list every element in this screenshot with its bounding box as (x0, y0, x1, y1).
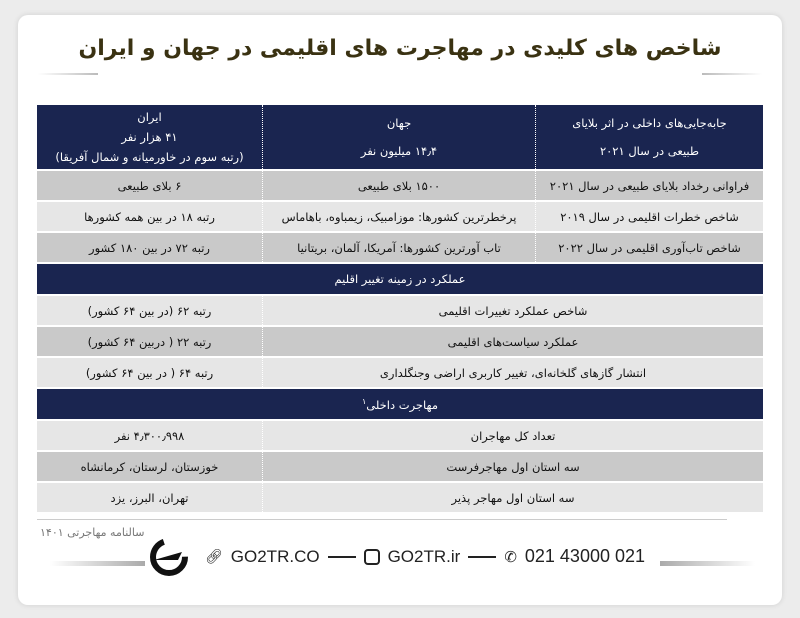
section-title: عملکرد در زمینه تغییر اقلیم (37, 263, 763, 295)
row-iran: تهران، البرز، یزد (37, 482, 263, 513)
header-iran-line: ایران (137, 110, 162, 124)
header-world-line: ۱۴٫۴ میلیون نفر (360, 144, 438, 158)
row-world: پرخطرترین کشورها: موزامبیک، زیمباوه، باهاماس (263, 201, 536, 232)
separator (468, 556, 496, 558)
footer-decor (50, 561, 145, 566)
header-iran-line: (رتبه سوم در خاورمیانه و شمال آفریقا) (55, 150, 244, 164)
go2tr-logo (148, 536, 190, 578)
table-row (37, 357, 763, 388)
section-title-text: مهاجرت داخلی (366, 397, 438, 412)
table-row (37, 201, 763, 232)
section-header (37, 263, 763, 295)
section-title (37, 388, 763, 420)
table-row (37, 326, 763, 357)
row-label: انتشار گازهای گلخانه‌ای، تغییر کاربری اراضی وجنگلداری (263, 357, 764, 388)
row-label: شاخص تاب‌آوری اقلیمی در سال ۲۰۲۲ (536, 232, 764, 263)
row-label: شاخص عملکرد تغییرات اقلیمی (263, 295, 764, 326)
row-label: سه استان اول مهاجر پذیر (263, 482, 764, 513)
row-iran: ۶ بلای طبیعی (37, 170, 263, 201)
header-iran (37, 105, 263, 170)
row-label: تعداد کل مهاجران (263, 420, 764, 451)
row-label: شاخص خطرات اقلیمی در سال ۲۰۱۹ (536, 201, 764, 232)
table-row (37, 232, 763, 263)
table-row (37, 451, 763, 482)
instagram-icon (364, 549, 380, 565)
instagram-link[interactable]: GO2TR.ir (387, 546, 461, 566)
phone-icon: ✆ (504, 548, 517, 566)
header-world-line: جهان (386, 116, 412, 130)
row-label: سه استان اول مهاجرفرست (263, 451, 764, 482)
contact-bar (205, 546, 645, 567)
source-note: سالنامه مهاجرتی ۱۴۰۱ (40, 526, 145, 539)
row-iran: ۴٫۳۰۰٫۹۹۸ نفر (37, 420, 263, 451)
row-iran: رتبه ۶۲ (در بین ۶۴ کشور) (37, 295, 263, 326)
row-iran: رتبه ۱۸ در بین همه کشورها (37, 201, 263, 232)
footer-divider (37, 519, 727, 520)
row-label: عملکرد سیاست‌های اقلیمی (263, 326, 764, 357)
footnote-marker: ۱ (361, 396, 367, 406)
row-iran: خوزستان، لرستان، کرمانشاه (37, 451, 263, 482)
page-title: شاخص های کلیدی در مهاجرت های اقلیمی در جهان و ایران (78, 36, 722, 61)
row-iran: رتبه ۲۲ ( دربین ۶۴ کشور) (37, 326, 263, 357)
title-divider (38, 73, 98, 75)
footer-decor (660, 561, 755, 566)
phone-number[interactable]: 021 43000 021 (524, 546, 646, 566)
separator (328, 556, 356, 558)
row-iran: رتبه ۷۲ در بین ۱۸۰ کشور (37, 232, 263, 263)
table-row (37, 420, 763, 451)
header-label-line: طبیعی در سال ۲۰۲۱ (599, 144, 700, 158)
section-header (37, 388, 763, 420)
table-row (37, 482, 763, 513)
data-table (37, 105, 763, 514)
header-label-line: جابه‌جایی‌های داخلی در اثر بلایای (572, 116, 727, 130)
header-label (536, 105, 764, 170)
row-world: تاب آورترین کشورها: آمریکا، آلمان، بریتانیا (263, 232, 536, 263)
row-label: فراوانی رخداد بلایای طبیعی در سال ۲۰۲۱ (536, 170, 764, 201)
table-row (37, 295, 763, 326)
row-iran: رتبه ۶۴ ( در بین ۶۴ کشور) (37, 357, 263, 388)
link-icon: 🔗︎ (205, 548, 223, 564)
table-header-row (37, 105, 763, 170)
header-iran-line: ۴۱ هزار نفر (121, 130, 178, 144)
title-divider (702, 73, 762, 75)
table-row (37, 170, 763, 201)
header-world (263, 105, 536, 170)
website-link[interactable]: GO2TR.CO (230, 546, 320, 566)
row-world: ۱۵۰۰ بلای طبیعی (263, 170, 536, 201)
